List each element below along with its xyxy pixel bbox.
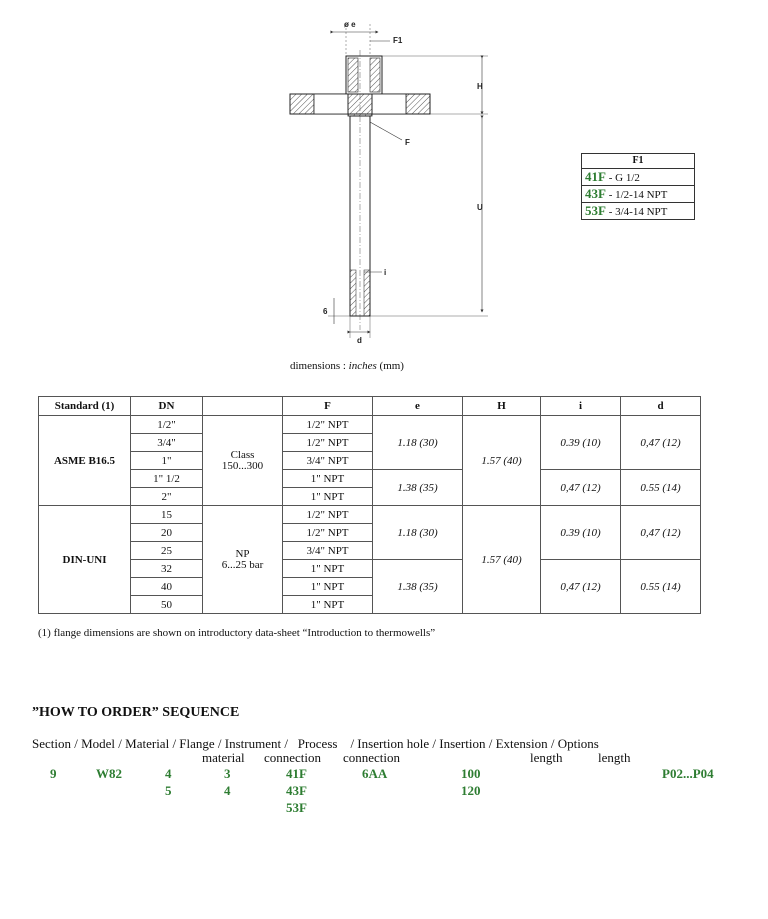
- d-cell: 0.55 (14): [621, 470, 701, 506]
- dn-cell: 1" 1/2: [131, 470, 203, 488]
- dn-cell: 3/4": [131, 434, 203, 452]
- val-options: P02...P04: [662, 766, 714, 781]
- class-line1: Class: [230, 448, 255, 461]
- dn-cell: 2": [131, 488, 203, 506]
- d-cell: 0,47 (12): [621, 416, 701, 470]
- f1-sep: -: [608, 189, 616, 201]
- hdr-connection: connection: [264, 750, 322, 765]
- np-line2: 6...25 bar: [221, 558, 264, 571]
- dn-cell: 25: [131, 542, 203, 560]
- f-cell: 1/2" NPT: [283, 434, 373, 452]
- f1-row: [582, 186, 694, 203]
- f1-code: 41F: [585, 169, 606, 184]
- f1-value: 1/2-14 NPT: [615, 189, 668, 201]
- d-cell: 0.55 (14): [621, 560, 701, 614]
- dim-caption-suffix: (mm): [376, 360, 404, 372]
- f-cell: 3/4" NPT: [283, 542, 373, 560]
- col-d: d: [621, 397, 701, 416]
- e-cell: 1.38 (35): [373, 470, 463, 506]
- dn-cell: 1/2": [131, 416, 203, 434]
- val-instrument-connection: 43F: [286, 783, 307, 798]
- val-process-connection: 6AA: [362, 766, 388, 781]
- col-h: H: [463, 397, 541, 416]
- dn-cell: 32: [131, 560, 203, 578]
- col-class: [203, 397, 283, 416]
- e-cell: 1.38 (35): [373, 560, 463, 614]
- val-instrument-connection: 53F: [286, 800, 307, 815]
- val-insertion-hole: 120: [461, 783, 481, 798]
- hdr-material: material: [202, 750, 245, 765]
- i-cell: 0.39 (10): [541, 416, 621, 470]
- dim-label-f1: F1: [393, 36, 403, 45]
- table-row: [39, 560, 701, 578]
- dim-label-d: d: [357, 336, 362, 345]
- spec-header-row: [39, 397, 701, 416]
- f1-value: 3/4-14 NPT: [615, 206, 668, 218]
- f1-table-header: F1: [582, 154, 694, 169]
- e-cell: 1.18 (30): [373, 506, 463, 560]
- f1-sep: -: [608, 206, 616, 218]
- f-cell: 1" NPT: [283, 488, 373, 506]
- dim-label-h: H: [477, 82, 483, 91]
- f1-code: 53F: [585, 203, 606, 218]
- hdr-length1: length: [530, 750, 563, 765]
- i-cell: 0.39 (10): [541, 506, 621, 560]
- table-row: [39, 506, 701, 524]
- standard-din: DIN-UNI: [39, 506, 131, 614]
- how-to-order-title: ”HOW TO ORDER” SEQUENCE: [32, 705, 240, 720]
- val-section: 9: [50, 766, 57, 781]
- h-cell: 1.57 (40): [463, 416, 541, 506]
- f1-row: [582, 169, 694, 186]
- f-cell: 1" NPT: [283, 596, 373, 614]
- h-cell: 1.57 (40): [463, 506, 541, 614]
- dn-cell: 40: [131, 578, 203, 596]
- np-cell: [203, 506, 283, 614]
- hdr-connection2: connection: [343, 750, 401, 765]
- val-material: 5: [165, 783, 172, 798]
- i-cell: 0,47 (12): [541, 560, 621, 614]
- dim-caption-units: inches: [348, 360, 377, 372]
- dn-cell: 15: [131, 506, 203, 524]
- dn-cell: 1": [131, 452, 203, 470]
- footnote: (1) flange dimensions are shown on introductory data-sheet “Introduction to thermowells”: [38, 627, 436, 639]
- f-cell: 1" NPT: [283, 560, 373, 578]
- f1-row: [582, 203, 694, 219]
- val-material: 4: [165, 766, 172, 781]
- thermowell-drawing: [278, 10, 498, 345]
- f1-value: G 1/2: [615, 172, 640, 184]
- dim-caption-prefix: dimensions :: [290, 360, 349, 372]
- dim-label-u: U: [477, 203, 483, 212]
- f-cell: 3/4" NPT: [283, 452, 373, 470]
- order-sequence-header: Section / Model / Material / Flange / Instrument / Process / Insertion hole / Insertion / Extension / Options: [32, 736, 599, 751]
- f-cell: 1" NPT: [283, 578, 373, 596]
- f-cell: 1" NPT: [283, 470, 373, 488]
- dim-label-6: 6: [323, 307, 328, 316]
- val-insertion-hole: 100: [461, 766, 481, 781]
- f1-sep: -: [608, 172, 616, 184]
- class-cell: [203, 416, 283, 506]
- table-row: [39, 470, 701, 488]
- spec-table: [38, 396, 701, 614]
- val-flange-material: 4: [224, 783, 231, 798]
- dim-label-i: i: [384, 268, 387, 277]
- col-e: e: [373, 397, 463, 416]
- f1-code: 43F: [585, 186, 606, 201]
- f-cell: 1/2" NPT: [283, 506, 373, 524]
- standard-asme: ASME B16.5: [39, 416, 131, 506]
- dimensions-caption: [290, 360, 404, 372]
- dn-cell: 50: [131, 596, 203, 614]
- dn-cell: 20: [131, 524, 203, 542]
- col-i: i: [541, 397, 621, 416]
- val-flange-material: 3: [224, 766, 231, 781]
- f-cell: 1/2" NPT: [283, 524, 373, 542]
- f-cell: 1/2" NPT: [283, 416, 373, 434]
- np-line1: NP: [235, 547, 250, 560]
- d-cell: 0,47 (12): [621, 506, 701, 560]
- class-line2: 150...300: [221, 459, 264, 472]
- col-f: F: [283, 397, 373, 416]
- val-instrument-connection: 41F: [286, 766, 307, 781]
- col-dn: DN: [131, 397, 203, 416]
- val-model: W82: [96, 766, 122, 781]
- table-row: [39, 416, 701, 434]
- e-cell: 1.18 (30): [373, 416, 463, 470]
- col-standard: Standard (1): [39, 397, 131, 416]
- dim-label-oe: ø e: [344, 20, 356, 29]
- f1-table: [581, 153, 695, 220]
- dim-label-f: F: [405, 138, 410, 147]
- i-cell: 0,47 (12): [541, 470, 621, 506]
- hdr-length2: length: [598, 750, 631, 765]
